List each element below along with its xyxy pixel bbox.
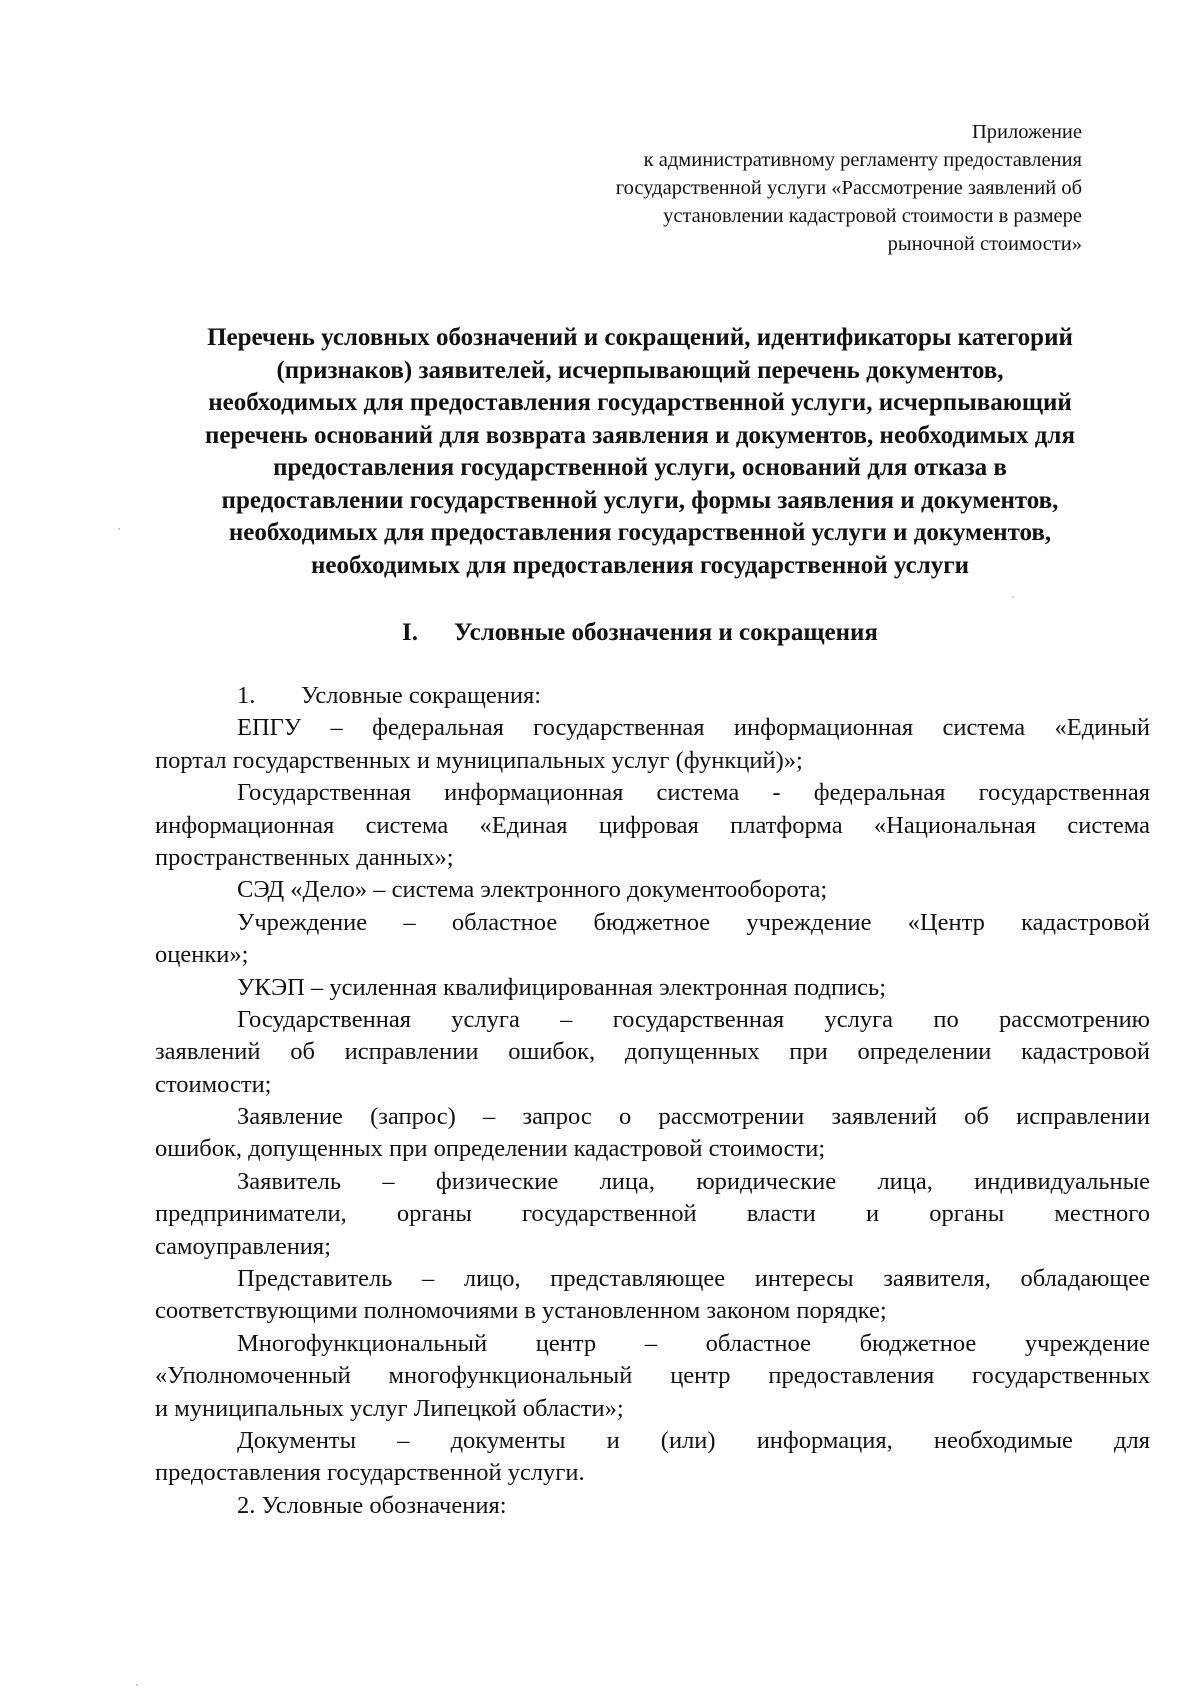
title-line: перечень оснований для возврата заявления и документов, необходимых для <box>205 421 1075 449</box>
item-number: 1. <box>237 682 256 709</box>
paragraph-line: Представитель – лицо, представляющее интересы заявителя, обладающее <box>237 1265 1150 1293</box>
paragraph-line: ошибок, допущенных при определении кадастровой стоимости; <box>155 1135 826 1163</box>
paragraph-line: предоставления государственной услуги. <box>155 1459 585 1487</box>
title-line: предоставлении государственной услуги, формы заявления и документов, <box>221 486 1059 514</box>
document-body <box>155 680 1150 1522</box>
paragraph-line: ЕПГУ – федеральная государственная информационная система «Единый <box>237 714 1150 742</box>
paragraph-line: соответствующими полномочиями в установленном законом порядке; <box>155 1297 887 1325</box>
appendix-line: к административному регламенту предоставления <box>643 149 1082 171</box>
appendix-header <box>522 118 1082 258</box>
paragraph-line: пространственных данных»; <box>155 843 454 871</box>
item-label: Условные сокращения: <box>301 682 542 709</box>
item-heading <box>155 680 1150 712</box>
appendix-line: государственной услуги «Рассмотрение заявлений об <box>615 177 1082 199</box>
paragraph-line: Документы – документы и (или) информация, необходимые для <box>237 1426 1150 1454</box>
title-line: (признаков) заявителей, исчерпывающий перечень документов, <box>276 356 1004 384</box>
scan-speck <box>118 528 120 530</box>
paragraph-line: Государственная информационная система - федеральная государственная <box>237 779 1150 807</box>
paragraph-line: и муниципальных услуг Липецкой области»; <box>155 1394 624 1422</box>
appendix-line: рыночной стоимости» <box>887 233 1082 255</box>
paragraph-line: портал государственных и муниципальных услуг (функций)»; <box>155 746 803 774</box>
paragraph-line: Государственная услуга – государственная услуга по рассмотрению <box>237 1005 1150 1033</box>
paragraph-line: УКЭП – усиленная квалифицированная электронная подпись; <box>237 973 887 1001</box>
section-heading <box>150 617 1130 649</box>
paragraph-line: Многофункциональный центр – областное бюджетное учреждение <box>237 1329 1150 1357</box>
appendix-line: установлении кадастровой стоимости в размере <box>663 205 1082 227</box>
paragraph-line: Заявление (запрос) – запрос о рассмотрении заявлений об исправлении <box>237 1103 1150 1131</box>
title-line: необходимых для предоставления государственной услуги и документов, <box>228 519 1052 546</box>
paragraph-line: СЭД «Дело» – система электронного документооборота; <box>237 876 828 904</box>
title-line: предоставления государственной услуги, оснований для отказа в <box>273 454 1007 481</box>
paragraph-line: предприниматели, органы государственной власти и органы местного <box>155 1200 1150 1228</box>
paragraph-line: оценки»; <box>155 941 249 969</box>
paragraph-line: Учреждение – областное бюджетное учреждение «Центр кадастровой <box>237 908 1150 936</box>
paragraph-line: заявлений об исправлении ошибок, допущенных при определении кадастровой <box>155 1038 1150 1066</box>
document-title <box>150 322 1130 582</box>
paragraph-line: Заявитель – физические лица, юридические лица, индивидуальные <box>237 1167 1150 1195</box>
section-title: Условные обозначения и сокращения <box>454 619 878 646</box>
title-line: Перечень условных обозначений и сокращений, идентификаторы категорий <box>207 324 1073 351</box>
title-line: необходимых для предоставления государственной услуги <box>311 551 969 579</box>
appendix-line: Приложение <box>971 121 1082 143</box>
paragraph-line: «Уполномоченный многофункциональный центр предоставления государственных <box>155 1362 1150 1390</box>
scan-speck <box>136 1684 138 1686</box>
paragraph-line: самоуправления; <box>155 1232 331 1260</box>
title-line: необходимых для предоставления государственной услуги, исчерпывающий <box>208 389 1072 416</box>
paragraph-line: информационная система «Единая цифровая платформа «Национальная система <box>155 811 1150 839</box>
paragraph-line: стоимости; <box>155 1070 272 1098</box>
paragraph-line: 2. Условные обозначения: <box>237 1491 507 1519</box>
section-number: I. <box>402 619 419 646</box>
scan-speck <box>1012 596 1014 598</box>
